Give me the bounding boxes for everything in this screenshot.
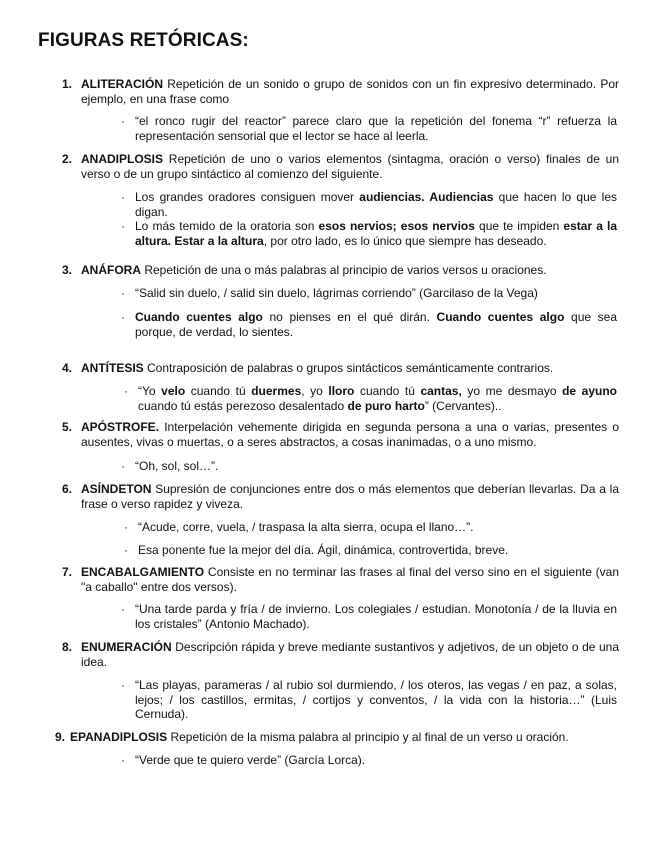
bullet-icon: · xyxy=(121,114,125,128)
example-fragment: cuando tú xyxy=(354,384,421,398)
entry-number: 3. xyxy=(62,263,73,277)
entry-definition-text: Repetición de uno o varios elementos (sintagma, oración o verso) finales de un verso o de un grupo sintáctico al comienzo del siguiente. xyxy=(81,152,619,181)
example-fragment: “Acude, corre, vuela, / traspasa la alta sierra, ocupa el llano…”. xyxy=(138,520,474,534)
entry-term: ANADIPLOSIS xyxy=(81,152,164,166)
example-fragment: Lo más temido de la oratoria son xyxy=(135,219,319,233)
example-text xyxy=(135,310,617,339)
entry-term: ANÁFORA xyxy=(81,263,141,277)
example-fragment: yo me desmayo xyxy=(461,384,563,398)
entry-number: 2. xyxy=(62,152,73,166)
example-text xyxy=(135,219,617,248)
example-fragment-bold: audiencias. Audiencias xyxy=(359,190,494,204)
entry-definition xyxy=(81,640,619,670)
bullet-icon: · xyxy=(121,219,125,233)
entry-term: APÓSTROFE. xyxy=(81,420,160,434)
example-fragment-bold: Cuando cuentes algo xyxy=(436,310,565,324)
example-fragment: ” (Cervantes).. xyxy=(424,398,502,413)
bullet-icon: · xyxy=(121,459,125,473)
example-fragment: , por otro lado, es lo único que siempre has deseado. xyxy=(263,233,547,248)
entry-definition-text: Supresión de conjunciones entre dos o más elementos que deberían llevarlas. Da a la frase o verso rapidez y viveza. xyxy=(81,482,619,511)
entry-term: ALITERACIÓN xyxy=(81,77,163,91)
entry-term: ENCABALGAMIENTO xyxy=(81,565,205,579)
entry-definition-text: Repetición de un sonido o grupo de sonidos con un fin expresivo determinado. Por ejemplo, en una frase como xyxy=(81,77,619,106)
example-fragment: Los grandes oradores consiguen mover xyxy=(135,190,360,204)
example-text xyxy=(135,286,617,301)
example-fragment: cuando tú estás perezoso desalentado xyxy=(138,398,348,413)
example-fragment: Esa ponente fue la mejor del día. Ágil, dinámica, controvertida, breve. xyxy=(138,543,509,557)
example-fragment: “Yo xyxy=(138,384,162,398)
entry-number: 4. xyxy=(62,361,73,375)
example-text xyxy=(135,753,617,768)
bullet-icon: · xyxy=(121,753,125,767)
entry-number: 6. xyxy=(62,482,73,496)
entry-term: ANTÍTESIS xyxy=(81,361,144,375)
entry-definition xyxy=(81,263,619,278)
example-fragment: “el ronco rugir del reactor” parece claro que la repetición del fonema “r” refuerza la representación sensorial que el lector se hace al leerla. xyxy=(135,114,617,143)
bullet-icon: · xyxy=(124,520,128,534)
entry-number: 1. xyxy=(62,77,73,91)
entry-definition-text: Repetición de una o más palabras al principio de varios versos u oraciones. xyxy=(141,263,547,277)
entry-term: ASÍNDETON xyxy=(81,482,152,496)
entry-definition-text: Descripción rápida y breve mediante sustantivos y adjetivos, de un objeto o de una idea. xyxy=(81,640,619,669)
bullet-icon: · xyxy=(121,678,125,692)
page-title: FIGURAS RETÓRICAS: xyxy=(38,30,249,51)
example-text xyxy=(135,114,617,143)
entry-definition xyxy=(81,361,619,376)
example-fragment: “Verde que te quiero verde” (García Lorca). xyxy=(135,753,366,767)
example-fragment-bold: duermes xyxy=(251,384,302,398)
bullet-icon: · xyxy=(124,384,128,398)
example-fragment: que hacen lo que les digan. xyxy=(135,190,617,219)
bullet-icon: · xyxy=(121,310,125,324)
example-text xyxy=(135,190,617,219)
example-fragment-bold: estar a la altura. Estar a la altura xyxy=(135,219,617,248)
example-fragment-bold: Cuando cuentes algo xyxy=(135,310,263,324)
entry-term: EPANADIPLOSIS xyxy=(70,730,168,744)
example-fragment: que te impiden xyxy=(474,219,564,233)
example-text xyxy=(135,678,617,722)
entry-definition xyxy=(81,420,619,450)
example-fragment-bold: cantas, xyxy=(420,384,462,398)
entry-number: 8. xyxy=(62,640,73,654)
example-fragment: “Las playas, parameras / al rubio sol durmiendo, / los oteros, las vegas / en paz, a solas, lejos; / los castillos, ermitas, / cortijos y conventos, / la vida con la historia…” (Luis Cernuda). xyxy=(135,678,617,721)
entry-definition xyxy=(81,77,619,107)
entry-number: 5. xyxy=(62,420,73,434)
example-fragment-bold: lloro xyxy=(328,384,355,398)
example-fragment-bold: velo xyxy=(161,384,186,398)
example-fragment: , yo xyxy=(301,384,329,398)
example-text xyxy=(135,459,617,474)
example-fragment: “Oh, sol, sol…”. xyxy=(135,459,219,473)
example-fragment: “Una tarde parda y fría / de invierno. Los colegiales / estudian. Monotonía / de la lluvia en los cristales” (Antonio Machado). xyxy=(135,602,617,631)
example-fragment: no pienses en el qué dirán. xyxy=(262,310,437,324)
example-text xyxy=(138,384,617,413)
example-fragment-bold: de puro harto xyxy=(347,398,425,413)
example-fragment: cuando tú xyxy=(185,384,252,398)
example-text xyxy=(135,602,617,631)
example-fragment-bold: esos nervios; esos nervios xyxy=(318,219,475,233)
entry-definition xyxy=(81,565,619,595)
entry-definition-text: Repetición de la misma palabra al principio y al final de un verso u oración. xyxy=(167,730,569,744)
example-fragment: que sea porque, de verdad, lo sientes. xyxy=(135,310,617,339)
bullet-icon: · xyxy=(124,543,128,557)
entry-definition xyxy=(70,730,618,745)
example-text xyxy=(138,520,617,535)
entry-definition xyxy=(81,152,619,182)
entry-number: 7. xyxy=(62,565,73,579)
entry-definition xyxy=(81,482,619,512)
entry-definition-text: Consiste en no terminar las frases al final del verso sino en el siguiente (van "a caballo" entre dos versos). xyxy=(81,565,619,594)
entry-term: ENUMERACIÓN xyxy=(81,640,172,654)
example-text xyxy=(138,543,617,558)
bullet-icon: · xyxy=(121,602,125,616)
entry-definition-text: Interpelación vehemente dirigida en segunda persona a una o varias, presentes o ausentes, vivas o muertas, o a seres abstractos, a cosas inanimadas, o a uno mismo. xyxy=(81,420,619,449)
entry-definition-text: Contraposición de palabras o grupos sintácticos semánticamente contrarios. xyxy=(143,361,554,375)
example-fragment: “Salid sin duelo, / salid sin duelo, lágrimas corriendo” (Garcilaso de la Vega) xyxy=(135,286,538,300)
bullet-icon: · xyxy=(121,286,125,300)
bullet-icon: · xyxy=(121,190,125,204)
entry-number: 9. xyxy=(55,730,66,744)
example-fragment-bold: de ayuno xyxy=(562,384,617,398)
